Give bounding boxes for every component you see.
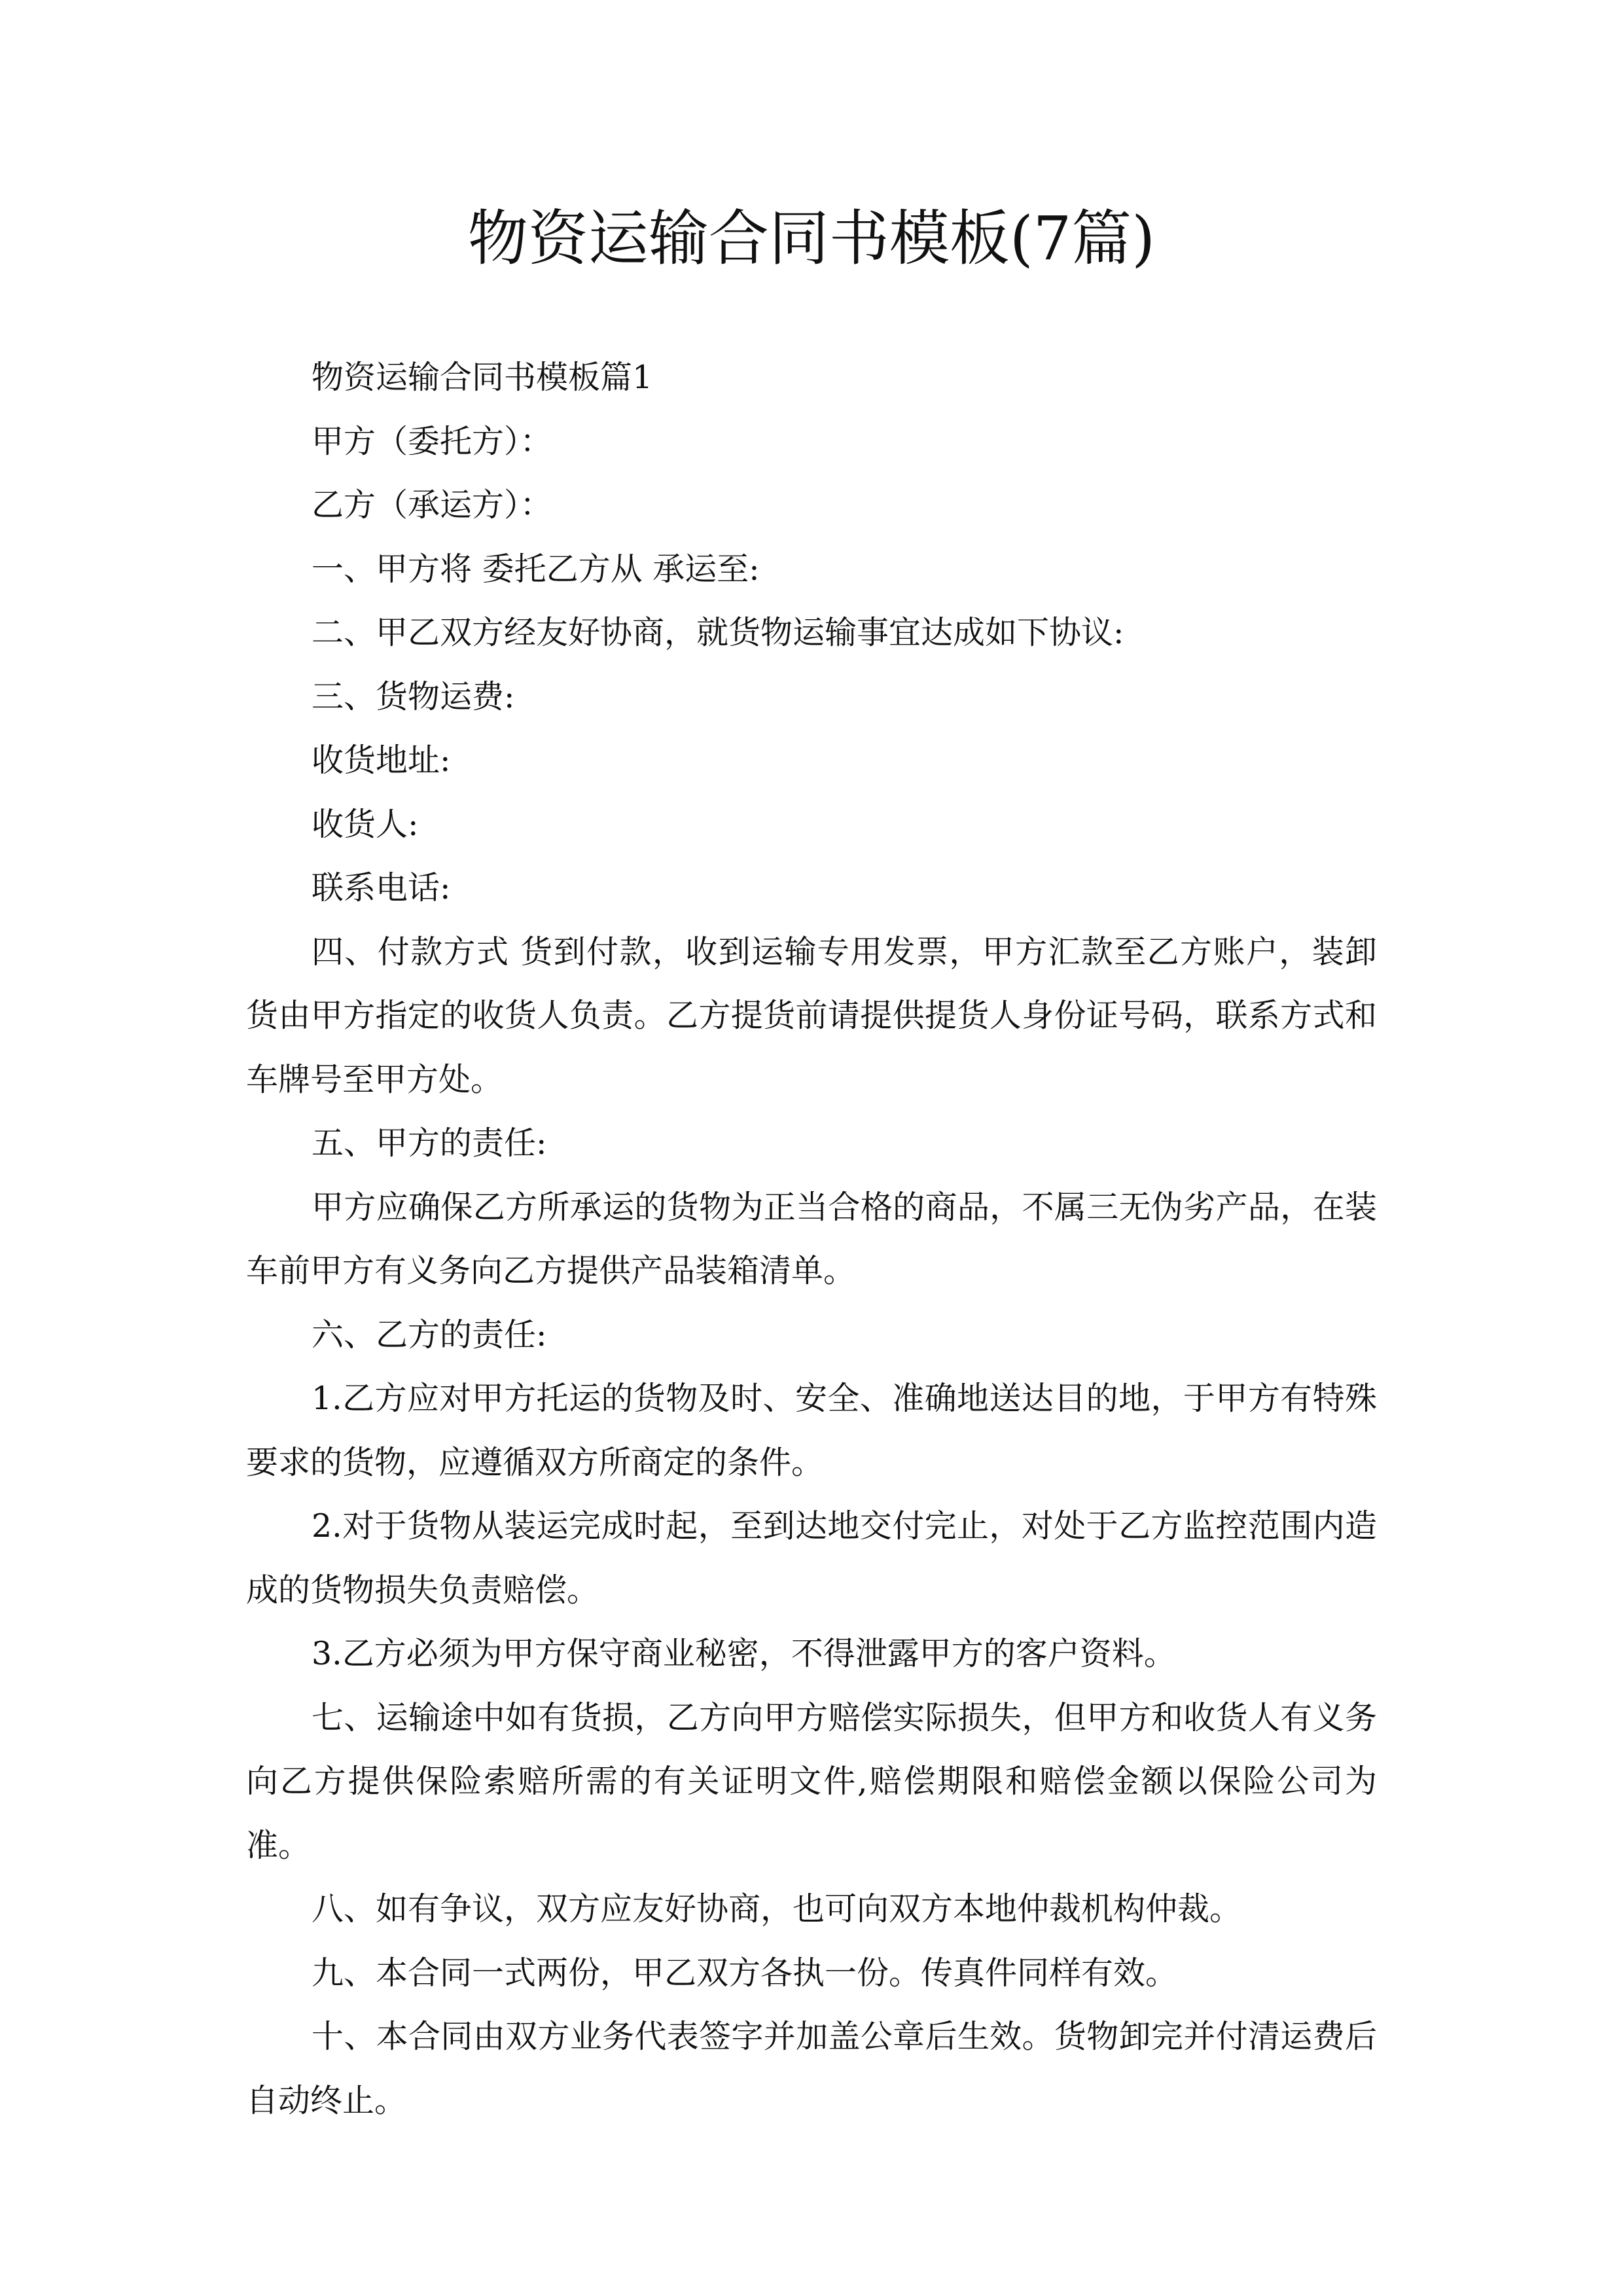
document-body (246, 346, 1377, 2132)
paragraph-clause-10: 十、本合同由双方业务代表签字并加盖公章后生效。货物卸完并付清运费后自动终止。 (246, 2018, 1377, 2119)
paragraph-clause-8: 八、如有争议，双方应友好协商，也可向双方本地仲裁机构仲裁。 (312, 1890, 1242, 1928)
paragraph-clause-7: 七、运输途中如有货损，乙方向甲方赔偿实际损失，但甲方和收货人有义务向乙方提供保险索赔所需的有关证明文件,赔偿期限和赔偿金额以保险公司为准。 (246, 1698, 1377, 1864)
paragraph-clause-2: 二、甲乙双方经友好协商，就货物运输事宜达成如下协议: (312, 614, 1124, 651)
paragraph-delivery-address: 收货地址: (312, 742, 451, 779)
document-title: 物资运输合同书模板(7篇) (467, 204, 1156, 274)
paragraph-clause-6-item-2: 2.对于货物从装运完成时起，至到达地交付完止，对处于乙方监控范围内造成的货物损失负责赔偿。 (246, 1507, 1377, 1609)
paragraph-clause-1: 一、甲方将 委托乙方从 承运至: (312, 550, 760, 588)
paragraph-clause-6: 六、乙方的责任: (312, 1316, 547, 1354)
paragraph-clause-9: 九、本合同一式两份，甲乙双方各执一份。传真件同样有效。 (312, 1954, 1178, 1992)
paragraph-party-a: 甲方（委托方）： (312, 422, 552, 460)
paragraph-phone: 联系电话: (312, 869, 451, 906)
paragraph-party-b: 乙方（承运方）： (312, 486, 552, 524)
paragraph-clause-3: 三、货物运费: (312, 677, 515, 715)
paragraph-clause-5-body: 甲方应确保乙方所承运的货物为正当合格的商品，不属三无伪劣产品，在装车前甲方有义务向乙方提供产品装箱清单。 (246, 1188, 1377, 1289)
paragraph-heading: 物资运输合同书模板篇1 (312, 359, 653, 396)
paragraph-clause-5: 五、甲方的责任: (312, 1124, 547, 1162)
paragraph-clause-6-item-1: 1.乙方应对甲方托运的货物及时、安全、准确地送达目的地，于甲方有特殊要求的货物，应遵循双方所商定的条件。 (246, 1380, 1377, 1481)
paragraph-clause-4: 四、付款方式 货到付款，收到运输专用发票，甲方汇款至乙方账户，装卸货由甲方指定的收货人负责。乙方提货前请提供提货人身份证号码，联系方式和车牌号至甲方处。 (246, 933, 1377, 1098)
paragraph-consignee: 收货人: (312, 805, 419, 843)
paragraph-clause-6-item-3: 3.乙方必须为甲方保守商业秘密，不得泄露甲方的客户资料。 (312, 1635, 1176, 1672)
